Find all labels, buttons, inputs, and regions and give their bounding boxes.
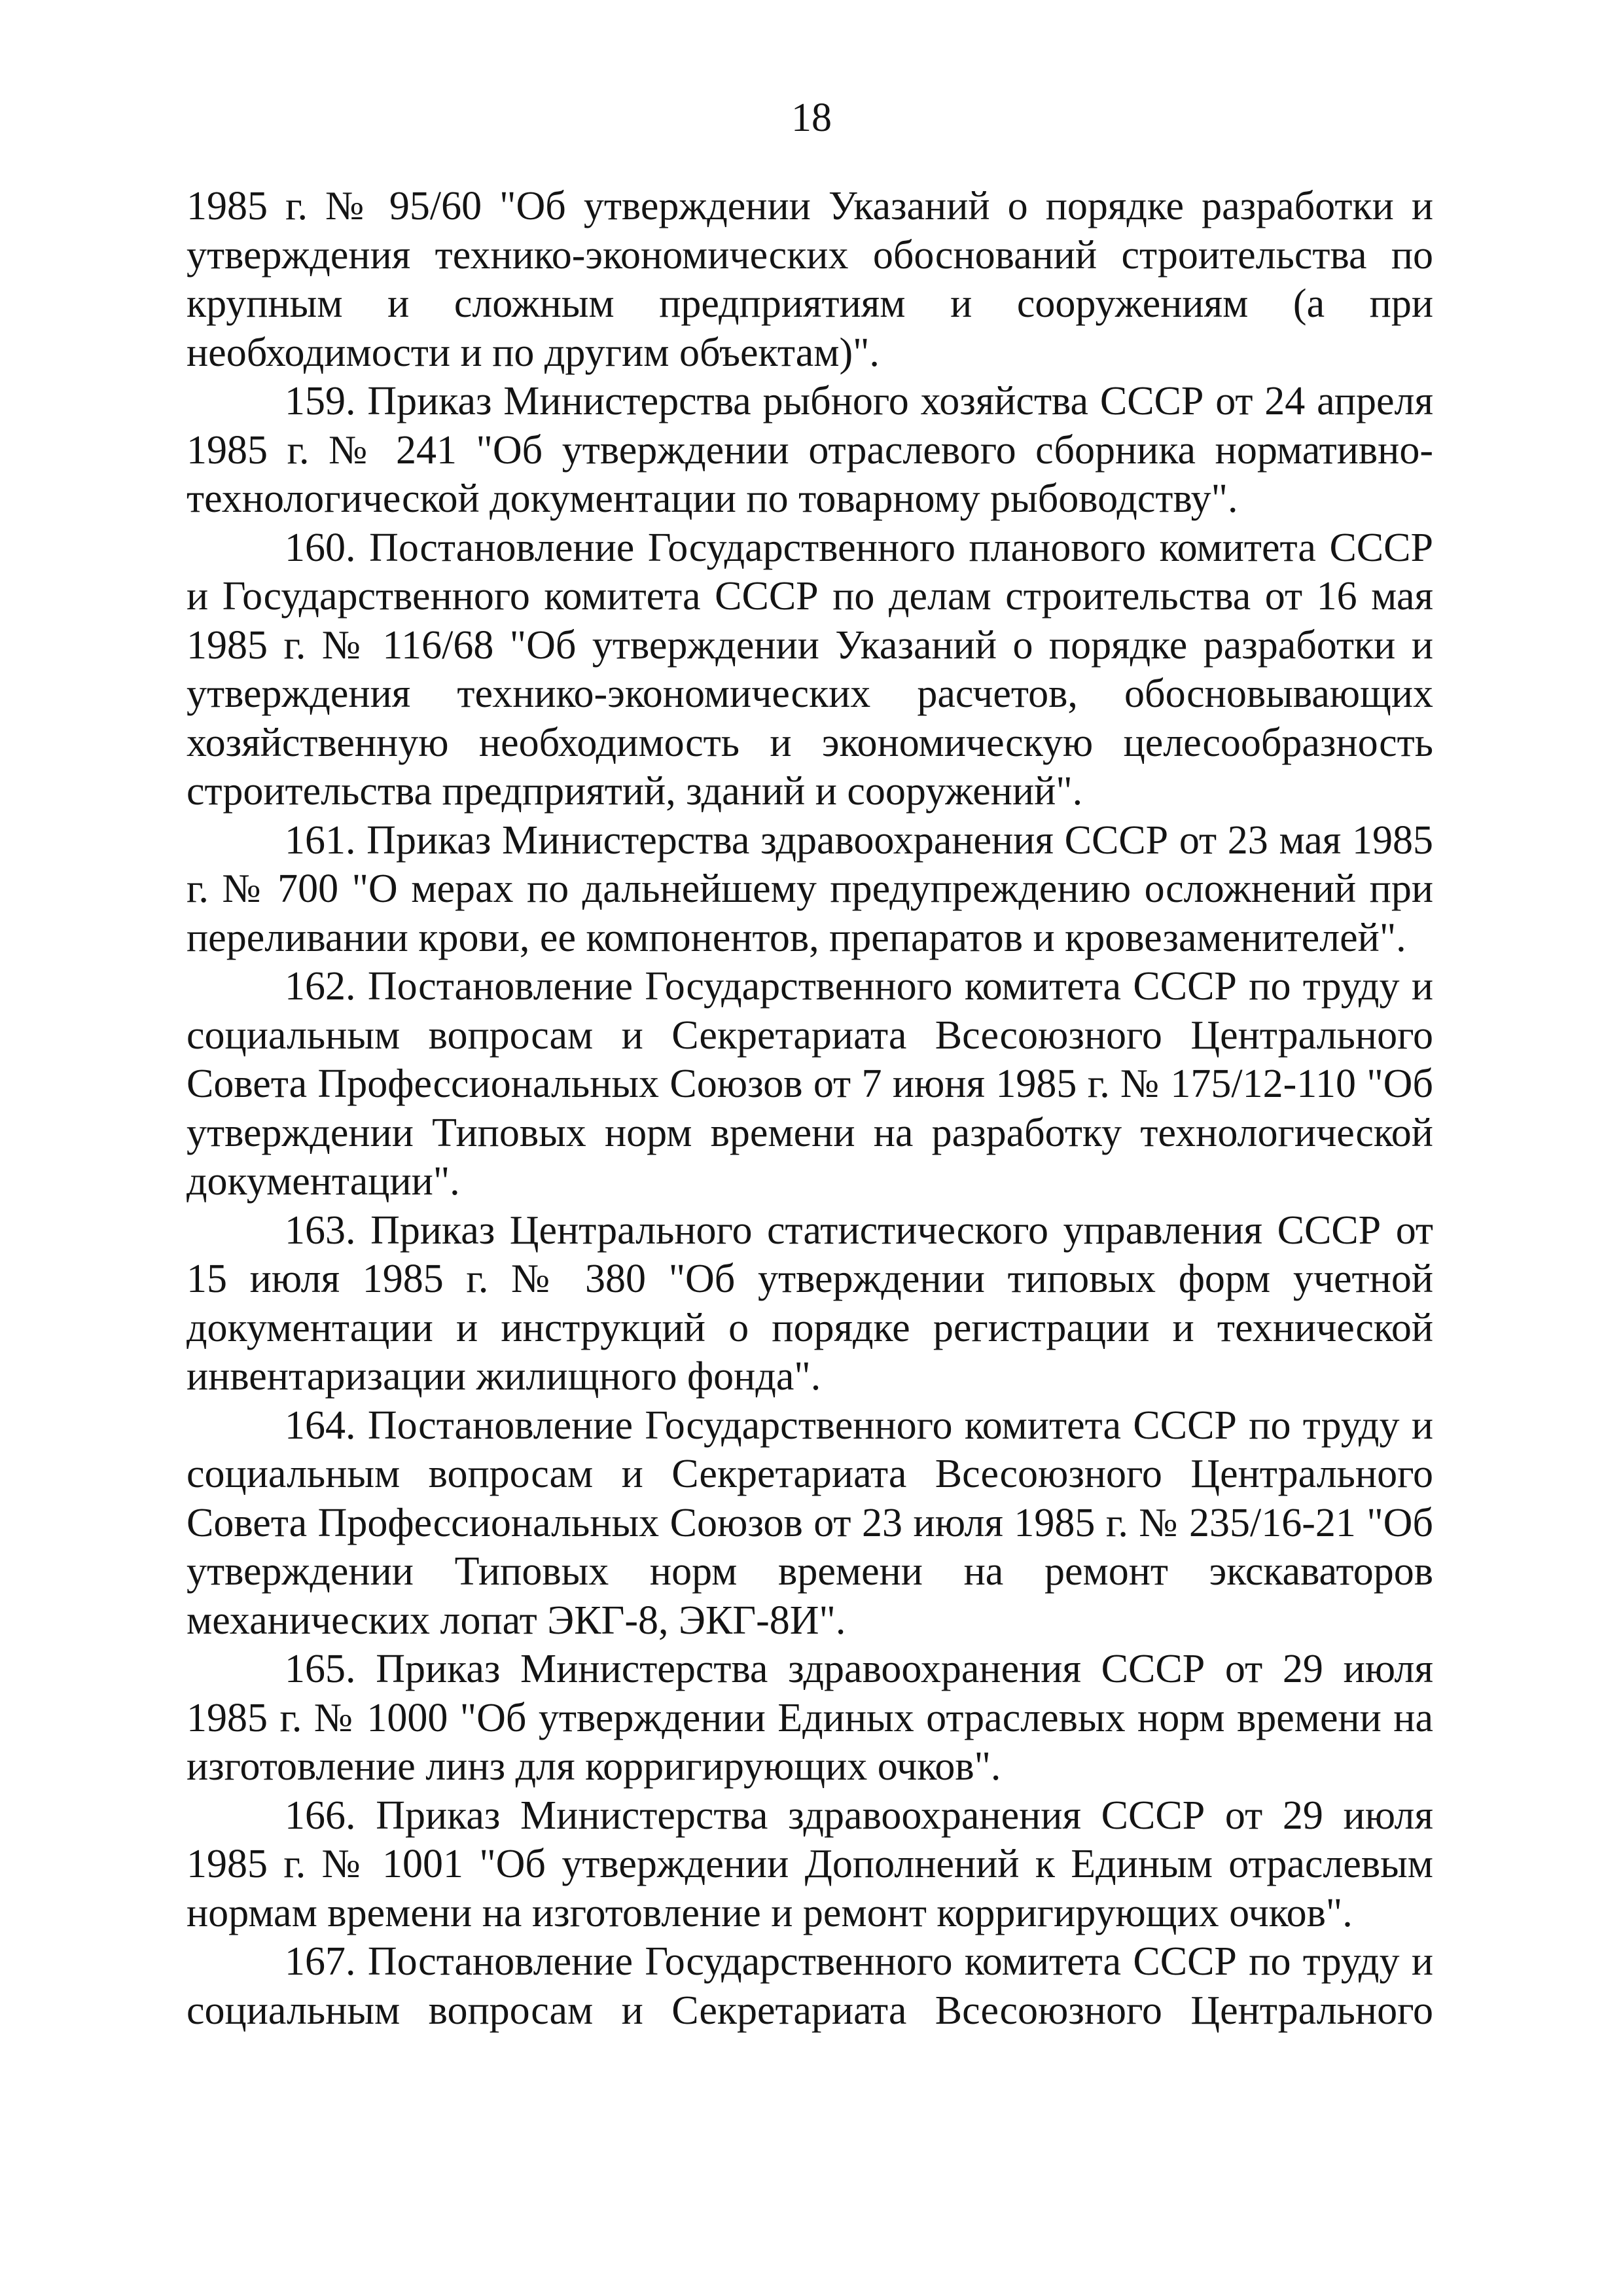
paragraph-item-162: 162. Постановление Государственного комитета СССР по труду и социальным вопросам и Секретариата Всесоюзного Центрального Совета Профессиональных Союзов от 7 июня 1985 г. № 175/12-110 "Об утверждении Типовых норм времени на разработку технологической документации". — [187, 964, 1433, 1204]
paragraph-item-161: 161. Приказ Министерства здравоохранения СССР от 23 мая 1985 г. № 700 "О мерах по дальнейшему предупреждению осложнений при переливании крови, ее компонентов, препаратов и кровезаменителей". — [187, 817, 1433, 960]
paragraph-continued-158: 1985 г. № 95/60 "Об утверждении Указаний о порядке разработки и утверждения технико-экономических обоснований строительства по крупным и сложным предприятиям и сооружениям (а при необходимости и по другим объектам)". — [187, 184, 1433, 375]
paragraph-item-166: 166. Приказ Министерства здравоохранения СССР от 29 июля 1985 г. № 1001 "Об утверждении Дополнений к Единым отраслевым нормам времени на изготовление и ремонт корригирующих очков". — [187, 1793, 1433, 1935]
paragraph-item-160: 160. Постановление Государственного планового комитета СССР и Государственного комитета СССР по делам строительства от 16 мая 1985 г. № 116/68 "Об утверждении Указаний о порядке разработки и утверждения технико-экономических расчетов, обосновывающих хозяйственную необходимость и экономическую целесообразность строительства предприятий, зданий и сооружений". — [187, 525, 1433, 814]
paragraph-item-165: 165. Приказ Министерства здравоохранения СССР от 29 июля 1985 г. № 1000 "Об утверждении Единых отраслевых норм времени на изготовление линз для корригирующих очков". — [187, 1647, 1433, 1789]
paragraph-item-159: 159. Приказ Министерства рыбного хозяйства СССР от 24 апреля 1985 г. № 241 "Об утверждении отраслевого сборника нормативно-технологической документации по товарному рыбоводству". — [187, 379, 1433, 521]
paragraph-item-163: 163. Приказ Центрального статистического управления СССР от 15 июля 1985 г. № 380 "Об утверждении типовых форм учетной документации и инструкций о порядке регистрации и технической инвентаризации жилищного фонда". — [187, 1208, 1433, 1399]
page-number: 18 — [791, 96, 832, 140]
paragraph-item-164: 164. Постановление Государственного комитета СССР по труду и социальным вопросам и Секретариата Всесоюзного Центрального Совета Профессиональных Союзов от 23 июля 1985 г. № 235/16-21 "Об утверждении Типовых норм времени на ремонт экскаваторов механических лопат ЭКГ-8, ЭКГ-8И". — [187, 1403, 1433, 1643]
paragraph-item-167: 167. Постановление Государственного комитета СССР по труду и социальным вопросам и Секретариата Всесоюзного Центрального — [187, 1939, 1433, 2033]
document-body — [187, 182, 1433, 2035]
